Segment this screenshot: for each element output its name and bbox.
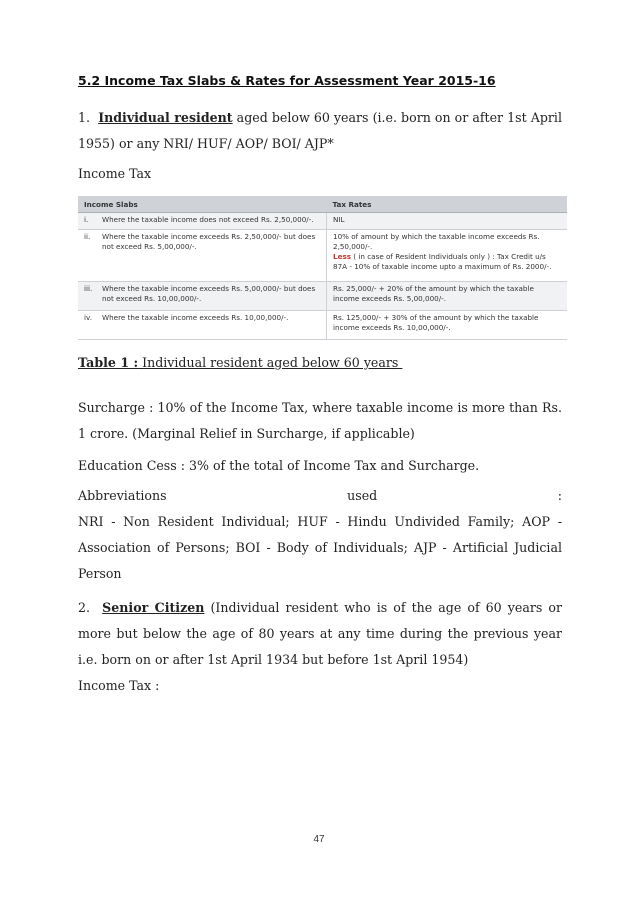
used-word: used <box>347 488 378 503</box>
colon: : <box>557 488 562 503</box>
table-header-tax-rates: Tax Rates <box>327 196 568 213</box>
abbreviations-block <box>78 483 562 587</box>
page-number: 47 <box>313 834 325 845</box>
row-number: iv. <box>78 311 96 340</box>
table-row <box>78 311 567 340</box>
section-2-paragraph <box>78 595 562 673</box>
row-number: i. <box>78 213 96 230</box>
row-slab: Where the taxable income exceeds Rs. 10,00,000/-. <box>96 311 327 340</box>
surcharge-paragraph: Surcharge : 10% of the Income Tax, where taxable income is more than Rs. 1 crore. (Marginal Relief in Surcharge, if applicable) <box>78 400 562 441</box>
caption-text: Individual resident aged below 60 years <box>138 355 399 370</box>
section-2-term: Senior Citizen <box>102 600 205 615</box>
section-2-text: (Individual resident who is of the age of 60 years or more but below the age of 80 years at any time during the previous year i.e. born on or after 1st April 1934 but before 1st April 1954) <box>78 600 562 667</box>
row-slab: Where the taxable income exceeds Rs. 2,50,000/- but does not exceed Rs. 5,00,000/-. <box>96 230 327 282</box>
income-tax-label-1: Income Tax <box>78 166 152 181</box>
caption-label: Table 1 : <box>78 355 139 370</box>
table-row <box>78 282 567 311</box>
row-number: ii. <box>78 230 96 282</box>
row-number: iii. <box>78 282 96 311</box>
table-header-income-slabs: Income Slabs <box>78 196 327 213</box>
section-1-text: aged below 60 years (i.e. born on or after 1st April 1955) or any NRI/ HUF/ AOP/ BOI/ AJP* <box>78 110 562 151</box>
section-1-paragraph <box>78 105 562 157</box>
row-slab: Where the taxable income does not exceed Rs. 2,50,000/-. <box>96 213 327 230</box>
table-caption <box>78 355 402 370</box>
row-slab: Where the taxable income exceeds Rs. 5,00,000/- but does not exceed Rs. 10,00,000/-. <box>96 282 327 311</box>
row-rate: Rs. 25,000/- + 20% of the amount by which the taxable income exceeds Rs. 5,00,000/-. <box>327 282 568 311</box>
rate-less-label: Less <box>333 252 352 262</box>
row-rate: Rs. 125,000/- + 30% of the amount by which the taxable income exceeds Rs. 10,00,000/-. <box>327 311 568 340</box>
section-1-term: Individual resident <box>98 110 233 125</box>
abbreviations-heading-line <box>78 483 562 509</box>
rate-less-text: ( in case of Resident Individuals only ) : Tax Credit u/s 87A - 10% of taxable income upto a maximum of Rs. 2000/-. <box>333 252 552 272</box>
income-tax-label-2: Income Tax : <box>78 678 160 693</box>
table-row <box>78 230 567 282</box>
row-rate: NIL <box>327 213 568 230</box>
section-2-number: 2. <box>78 600 91 615</box>
education-cess-paragraph: Education Cess : 3% of the total of Income Tax and Surcharge. <box>78 458 480 473</box>
table-row <box>78 213 567 230</box>
section-heading: 5.2 Income Tax Slabs & Rates for Assessment Year 2015-16 <box>78 73 496 88</box>
section-1-number: 1. <box>78 110 91 125</box>
row-rate: 10% of amount by which the taxable income exceeds Rs. 2,50,000/-. <box>333 232 540 252</box>
row-rate-cell <box>327 230 568 282</box>
abbreviations-word: Abbreviations <box>78 488 167 503</box>
abbreviations-text: NRI - Non Resident Individual; HUF - Hindu Undivided Family; AOP - Association of Persons; BOI - Body of Individuals; AJP - Artificial Judicial Person <box>78 514 562 581</box>
tax-slab-table <box>78 196 567 340</box>
